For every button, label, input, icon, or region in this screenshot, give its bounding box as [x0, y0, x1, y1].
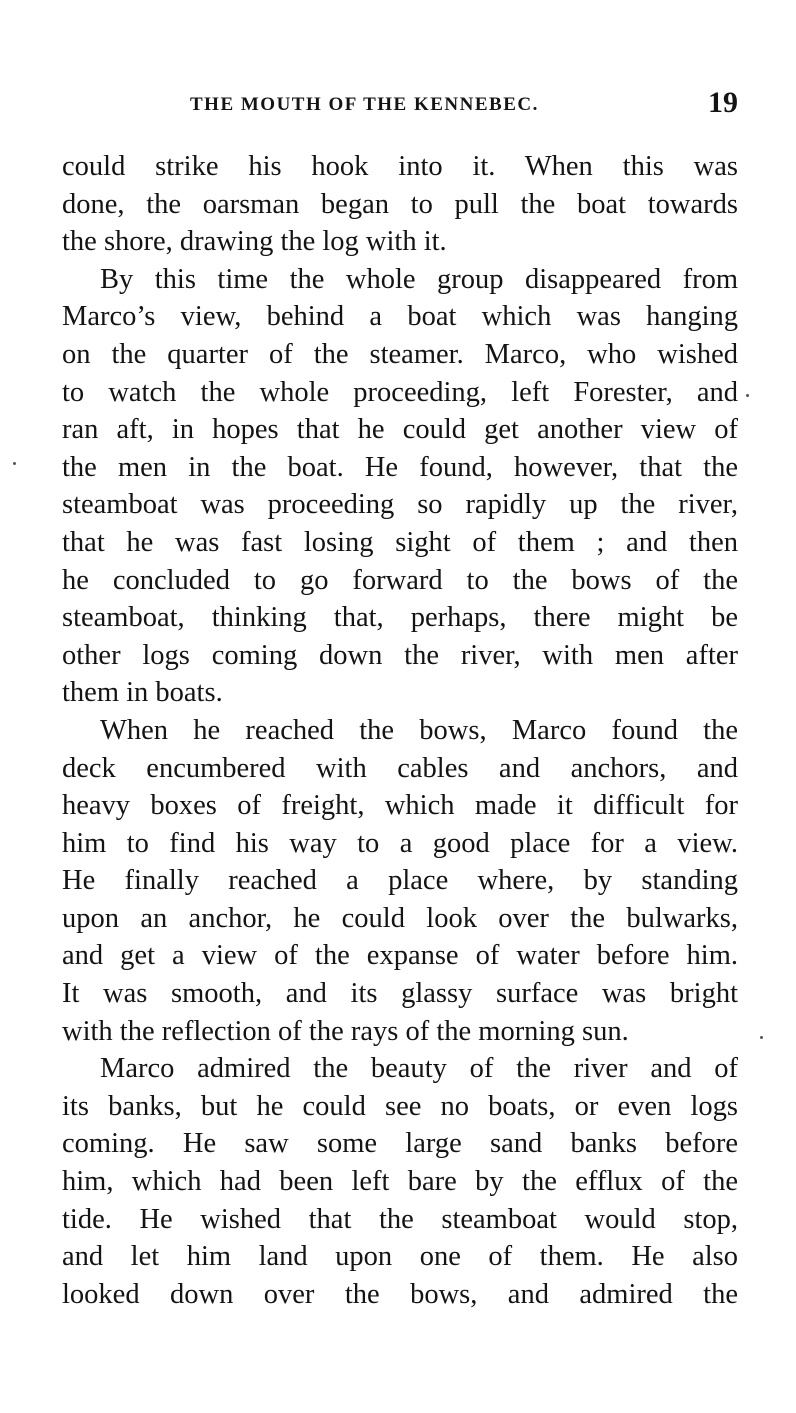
text-line: on the quarter of the steamer. Marco, who wished [62, 338, 738, 370]
text-line: them in boats. [62, 677, 223, 709]
running-header [62, 86, 738, 126]
text-line: that he was fast losing sight of them ; and then [62, 526, 738, 558]
running-header-title: THE MOUTH OF THE KENNEBEC. [190, 94, 539, 115]
text-line: ran aft, in hopes that he could get another view of [62, 414, 738, 446]
text-line: the men in the boat. He found, however, that the [62, 451, 738, 483]
text-line: its banks, but he could see no boats, or even logs [62, 1090, 738, 1122]
text-line: he concluded to go forward to the bows of the [62, 564, 738, 596]
page-number: 19 [708, 86, 738, 119]
text-line: By this time the whole group disappeared from [100, 263, 738, 295]
text-line: Marco admired the beauty of the river and of [100, 1053, 738, 1085]
text-line: looked down over the bows, and admired the [62, 1278, 738, 1310]
text-line: him to find his way to a good place for a view. [62, 827, 738, 859]
text-line: deck encumbered with cables and anchors, and [62, 752, 738, 784]
text-line: to watch the whole proceeding, left Forester, and [62, 376, 738, 408]
text-line: heavy boxes of freight, which made it difficult for [62, 790, 738, 822]
print-speck [760, 1036, 763, 1039]
text-line: and let him land upon one of them. He also [62, 1241, 738, 1273]
text-line: steamboat, thinking that, perhaps, there might be [62, 602, 738, 634]
text-line: When he reached the bows, Marco found the [100, 714, 738, 746]
text-line: upon an anchor, he could look over the bulwarks, [62, 902, 738, 934]
text-line: done, the oarsman began to pull the boat towards [62, 188, 738, 220]
text-line: It was smooth, and its glassy surface was bright [62, 978, 738, 1010]
text-line: and get a view of the expanse of water before him. [62, 940, 738, 972]
text-line: other logs coming down the river, with men after [62, 639, 738, 671]
body-text [62, 148, 738, 1313]
text-line: steamboat was proceeding so rapidly up the river, [62, 489, 738, 521]
print-speck [746, 394, 749, 397]
text-line: the shore, drawing the log with it. [62, 226, 447, 258]
text-line: with the reflection of the rays of the morning sun. [62, 1015, 629, 1047]
text-line: tide. He wished that the steamboat would stop, [62, 1203, 738, 1235]
text-line: Marco’s view, behind a boat which was hanging [62, 301, 738, 333]
text-line: He finally reached a place where, by standing [62, 865, 738, 897]
text-line: coming. He saw some large sand banks before [62, 1128, 738, 1160]
print-speck [13, 462, 16, 465]
text-line: him, which had been left bare by the efflux of the [62, 1166, 738, 1198]
text-line: could strike his hook into it. When this was [62, 151, 738, 182]
